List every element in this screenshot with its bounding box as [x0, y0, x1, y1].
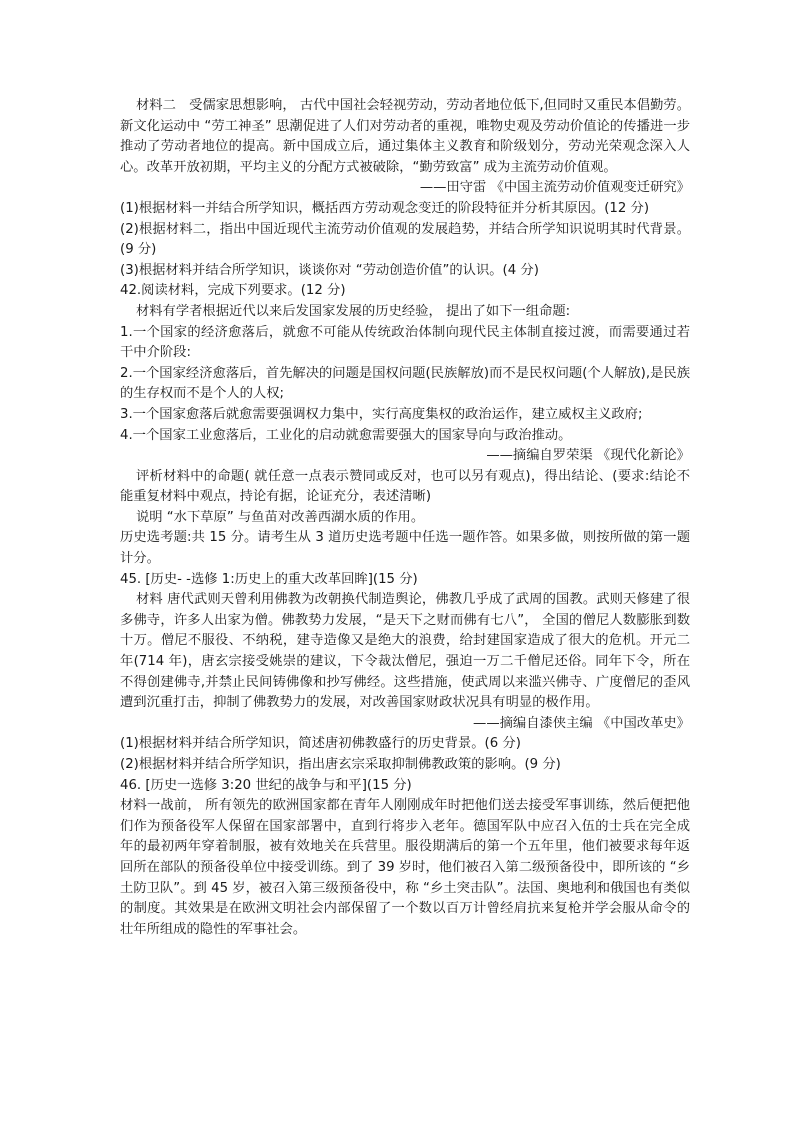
- stray-question-line: 说明 “水下草原” 与鱼苗对改善西湖水质的作用。: [135, 509, 425, 525]
- question-42-title: 42.阅读材料，完成下列要求。(12 分): [120, 283, 346, 299]
- question-45-1: (1)根据材料并结合所学知识，简述唐初佛教盛行的历史背景。(6 分): [120, 736, 521, 752]
- source-citation-luo: ——摘编自罗荣渠 《现代化新论》: [486, 448, 690, 464]
- document-body: [120, 96, 690, 940]
- source-citation-tian: ——田守雷 《中国主流劳动价值观变迁研究》: [419, 180, 690, 196]
- material-two-paragraph: 材料二 受儒家思想影响， 古代中国社会轻视劳动，劳动者地位低下,但同时又重民本倡勤劳。新文化运动中 “劳工神圣” 思潮促进了人们对劳动者的重视，唯物史观及劳动价值论的传播进一步推动了劳动者地位的提高。新中国成立后，通过集体主义教育和阶级划分，劳动光荣观念深入人心。改革开放初期，平均主义的分配方式被破除，“勤劳致富” 成为主流劳动价值观。: [120, 98, 690, 175]
- proposition-1: 1.一个国家的经济愈落后，就愈不可能从传统政治体制向现代民主体制直接过渡，而需要通过若干中介阶段:: [120, 324, 690, 361]
- question-41-2: (2)根据材料二，指出中国近现代主流劳动价值观的发展趋势，并结合所学知识说明其时代背景。(9 分): [120, 221, 690, 258]
- question-46-title: 46. [历史一选修 3:20 世纪的战争与和平](15 分): [120, 777, 412, 793]
- source-citation-qi: ——摘编自漆侠主编 《中国改革史》: [473, 715, 690, 731]
- question-45-title: 45. [历史- -选修 1:历史上的重大改革回眸](15 分): [120, 571, 418, 587]
- question-45-2: (2)根据材料并结合所学知识，指出唐玄宗采取抑制佛教政策的影响。(9 分): [120, 757, 561, 772]
- question-42-requirement: 评析材料中的命题( 就任意一点表示赞同或反对，也可以另有观点)，得出结论、(要求:结论不能重复材料中观点，持论有据，论证充分，表述清晰): [120, 468, 690, 505]
- question-46-material: 材料一战前， 所有领先的欧洲国家都在青年人刚刚成年时把他们送去接受军事训练，然后便把他们作为预备役军人保留在国家部署中，直到行将步入老年。德国军队中应召入伍的士兵在完全成年的最初两年穿着制服，被有效地关在兵营里。服役期满后的第一个五年里，他们被要求每年返回所在部队的预备役单位中接受训练。到了 39 岁时，他们被召入第二级预备役中，即所该的 “乡土防卫队”。到 45 岁，被召入第三级预备役中，称 “乡土突击队”。法国、奥地利和俄国也有类似的制度。其效果是在欧洲文明社会内部保留了一个数以百万计曾经肩抗来复枪并学会服从命令的壮年所组成的隐性的军事社会。: [120, 798, 690, 937]
- proposition-3: 3.一个国家愈落后就愈需要强调权力集中，实行高度集权的政治运作，建立威权主义政府;: [120, 406, 643, 422]
- question-41-1: (1)根据材料一并结合所学知识，概括西方劳动观念变迁的阶段特征并分析其原因。(12 分): [120, 200, 650, 216]
- elective-instructions: 历史选考题:共 15 分。请考生从 3 道历史选考题中任选一题作答。如果多做，则按所做的第一题计分。: [120, 530, 690, 567]
- question-41-3: (3)根据材料并结合所学知识，谈谈你对 “劳动创造价值”的认识。(4 分): [120, 262, 539, 278]
- proposition-4: 4.一个国家工业愈落后，工业化的启动就愈需要强大的国家导向与政治推动。: [120, 427, 572, 443]
- question-45-material: 材料 唐代武则天曾利用佛教为改朝换代制造舆论，佛教几乎成了武周的国教。武则天修建了很多佛寺，许多人出家为僧。佛教势力发展，“是天下之财而佛有七八”， 全国的僧尼人数膨胀到数十万。僧尼不服役、不纳税，建寺造像又是绝大的浪费，给封建国家造成了很大的危机。开元二年(714 年)，唐玄宗接受姚崇的建议，下令裁汰僧尼，强迫一万二千僧尼还俗。同年下令，所在不得创建佛寺,并禁止民间铸佛像和抄写佛经。这些措施，使武周以来滥兴佛寺、广度僧尼的歪风遭到沉重打击，抑制了佛教势力的发展，对改善国家财政状况具有明显的极作用。: [120, 592, 690, 711]
- question-42-intro: 材料有学者根据近代以来后发国家发展的历史经验， 提出了如下一组命题:: [135, 303, 571, 319]
- proposition-2: 2.一个国家经济愈落后，首先解决的问题是国权问题(民族解放)而不是民权问题(个人解放),是民族的生存权而不是个人的人权;: [120, 365, 690, 402]
